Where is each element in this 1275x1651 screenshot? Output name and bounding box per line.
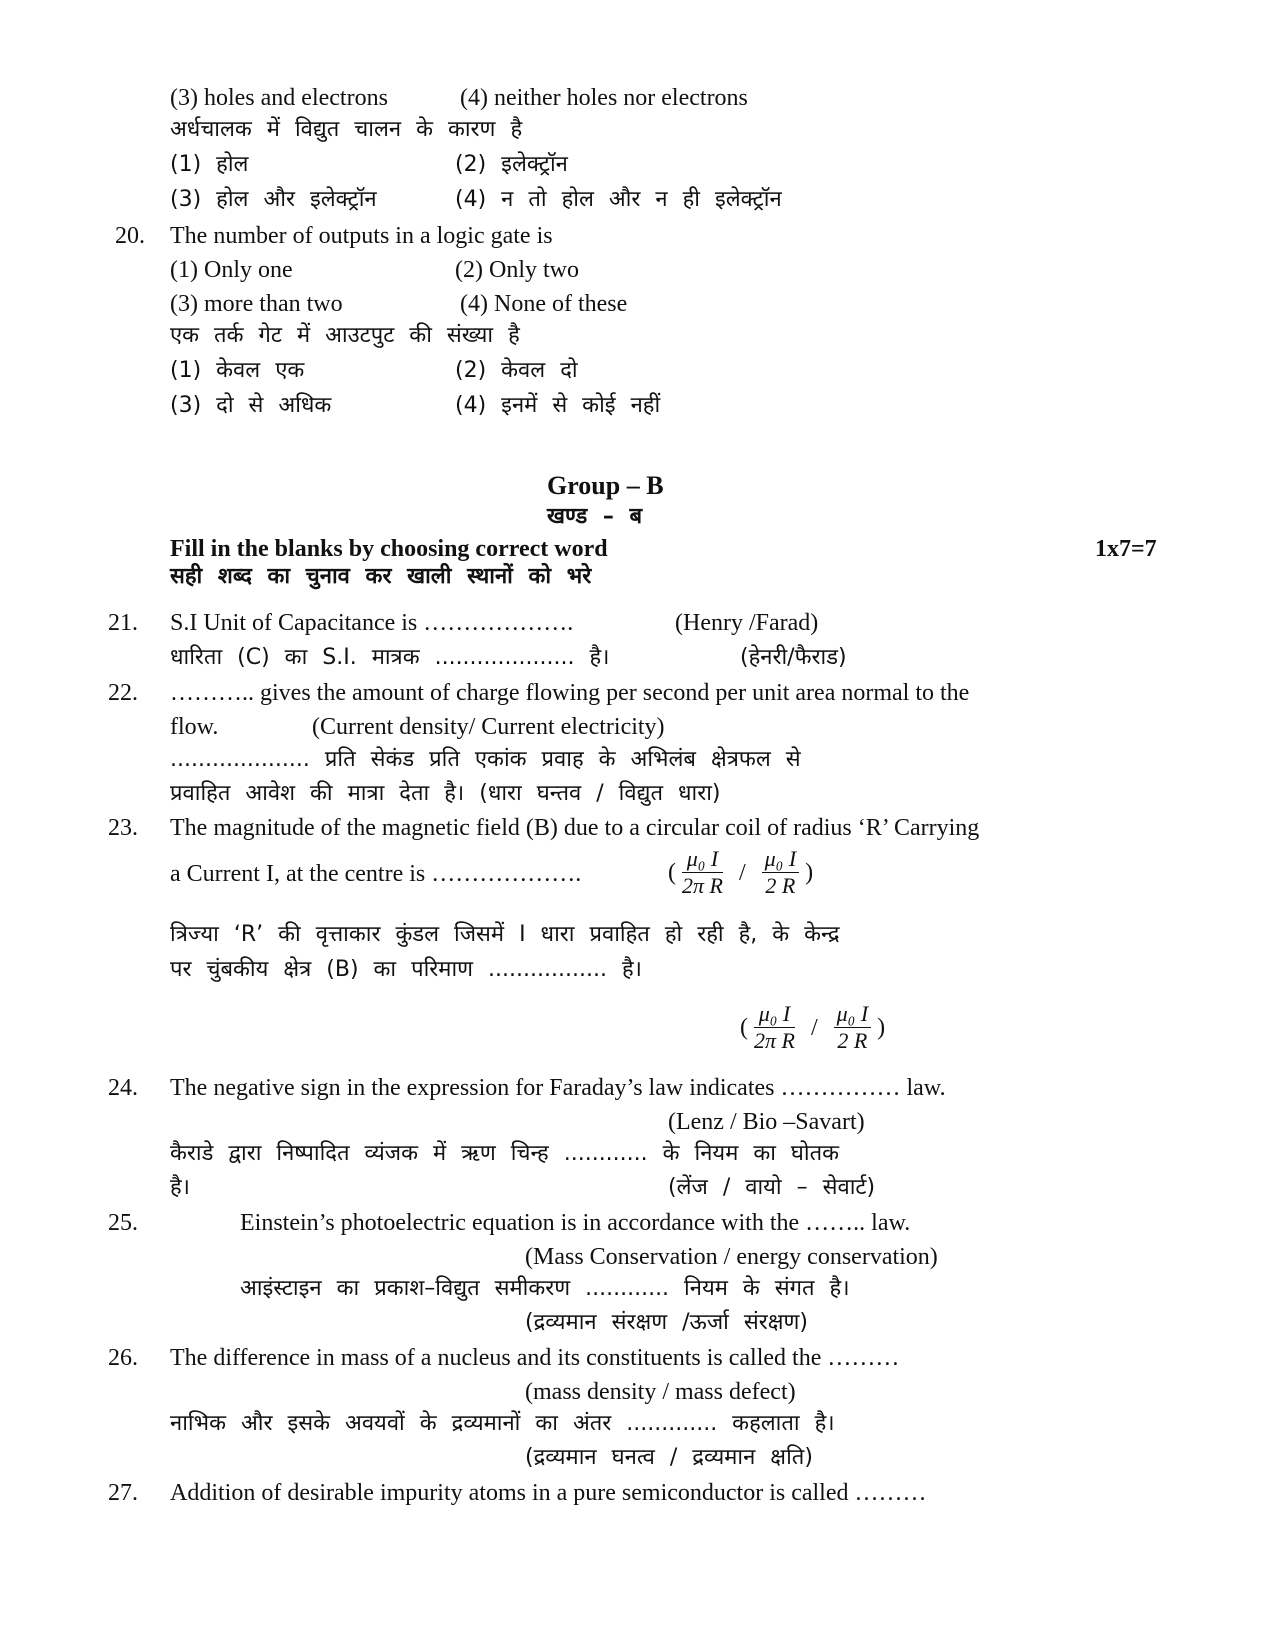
q24-question-hi-line2: है। bbox=[170, 1175, 191, 1200]
q23-question-en-line1: The magnitude of the magnetic field (B) due to a circular coil of radius ‘R’ Carrying bbox=[170, 815, 980, 841]
q26-options-en: (mass density / mass defect) bbox=[525, 1379, 796, 1405]
q21-options-hi: (हेनरी/फैराड) bbox=[740, 645, 847, 670]
q23-options-hi: ( $\frac{\text{μ₀ I}}{\text{2π R}}$ / $\frac{\text{μ₀ I}}{2 R}$ ) bbox=[740, 1001, 886, 1053]
q25-question-en: Einstein’s photoelectric equation is in accordance with the …….. law. bbox=[240, 1210, 911, 1236]
q25-question-hi: आइंस्टाइन का प्रकाश–विद्युत समीकरण ............ नियम के संगत है। bbox=[240, 1276, 850, 1301]
q24-question-en: The negative sign in the expression for Faraday’s law indicates …………… law. bbox=[170, 1075, 946, 1101]
group-b-title-en: Group – B bbox=[547, 471, 664, 500]
q19-option-3-en: (3) holes and electrons bbox=[170, 85, 388, 111]
q24-options-hi: (लेंज / वायो – सेवार्ट) bbox=[668, 1175, 876, 1200]
q22-question-hi-line1: .................... प्रति सेकंड प्रति एकांक प्रवाह के अभिलंब क्षेत्रफल से bbox=[170, 747, 801, 772]
q20-number: 20. bbox=[115, 223, 145, 249]
instruction-en: Fill in the blanks by choosing correct word bbox=[170, 536, 608, 562]
q20-option-3-en: (3) more than two bbox=[170, 291, 343, 317]
q20-option-2-hi: (2) केवल दो bbox=[455, 358, 578, 383]
q20-option-2-en: (2) Only two bbox=[455, 257, 579, 283]
q22-options-en: (Current density/ Current electricity) bbox=[312, 714, 665, 740]
q19-question-hi: अर्धचालक में विद्युत चालन के कारण है bbox=[170, 117, 523, 142]
q22-question-en-line1: ……….. gives the amount of charge flowing per second per unit area normal to the bbox=[170, 680, 970, 706]
instruction-hi: सही शब्द का चुनाव कर खाली स्थानों को भरे bbox=[170, 564, 592, 589]
q24-question-hi-line1: कैराडे द्वारा निष्पादित व्यंजक में ऋण चिन्ह ............ के नियम का घोतक bbox=[170, 1141, 840, 1166]
q20-question-en: The number of outputs in a logic gate is bbox=[170, 223, 553, 249]
q19-option-4-hi: (4) न तो होल और न ही इलेक्ट्रॉन bbox=[455, 187, 782, 212]
q27-number: 27. bbox=[108, 1480, 138, 1506]
q20-option-1-en: (1) Only one bbox=[170, 257, 293, 283]
q23-fraction-2: $\frac{\text{μ₀ I}}{2 R}$ bbox=[762, 848, 800, 897]
q26-question-hi: नाभिक और इसके अवयवों के द्रव्यमानों का अंतर ............. कहलाता है। bbox=[170, 1411, 835, 1436]
q24-number: 24. bbox=[108, 1075, 138, 1101]
q21-question-en: S.I Unit of Capacitance is ………………. bbox=[170, 610, 574, 636]
q20-option-3-hi: (3) दो से अधिक bbox=[170, 393, 332, 418]
q23-question-en-line2: a Current I, at the centre is ………………. bbox=[170, 861, 582, 887]
q19-option-1-hi: (1) होल bbox=[170, 152, 249, 177]
q20-option-4-en: (4) None of these bbox=[460, 291, 628, 317]
q23-fraction-2-hi: $\frac{\text{μ₀ I}}{2 R}$ bbox=[834, 1003, 872, 1052]
q19-option-4-en: (4) neither holes nor electrons bbox=[460, 85, 748, 111]
q22-question-en-line2: flow. bbox=[170, 714, 219, 740]
q23-options-en: ( $\frac{\text{μ₀ I}}{\text{2π R}}$ / $\frac{\text{μ₀ I}}{2 R}$ ) bbox=[668, 846, 814, 898]
q26-number: 26. bbox=[108, 1345, 138, 1371]
q25-options-hi: (द्रव्यमान संरक्षण /ऊर्जा संरक्षण) bbox=[525, 1310, 808, 1335]
q22-number: 22. bbox=[108, 680, 138, 706]
q27-question-en: Addition of desirable impurity atoms in a pure semiconductor is called ……… bbox=[170, 1480, 927, 1506]
q24-options-en: (Lenz / Bio –Savart) bbox=[668, 1109, 865, 1135]
marks-label: 1x7=7 bbox=[1095, 536, 1157, 562]
group-b-title-hi: खण्ड – ब bbox=[547, 504, 643, 529]
q25-options-en: (Mass Conservation / energy conservation) bbox=[525, 1244, 938, 1270]
q20-question-hi: एक तर्क गेट में आउटपुट की संख्या है bbox=[170, 323, 520, 348]
q22-question-hi-line2: प्रवाहित आवेश की मात्रा देता है। (धारा घन्तव / विद्युत धारा) bbox=[170, 781, 721, 806]
q26-question-en: The difference in mass of a nucleus and its constituents is called the ……… bbox=[170, 1345, 900, 1371]
q21-options-en: (Henry /Farad) bbox=[675, 610, 819, 636]
q23-fraction-1-hi: $\frac{\text{μ₀ I}}{\text{2π R}}$ bbox=[754, 1001, 795, 1053]
q26-options-hi: (द्रव्यमान घनत्व / द्रव्यमान क्षति) bbox=[525, 1445, 813, 1470]
q19-option-2-hi: (2) इलेक्ट्रॉन bbox=[455, 152, 568, 177]
q21-question-hi: धारिता (C) का S.I. मात्रक .................... है। bbox=[170, 645, 610, 670]
q25-number: 25. bbox=[108, 1210, 138, 1236]
q23-number: 23. bbox=[108, 815, 138, 841]
q23-question-hi-line1: त्रिज्या ‘R’ की वृत्ताकार कुंडल जिसमें I धारा प्रवाहित हो रही है, के केन्द्र bbox=[170, 922, 840, 947]
q20-option-4-hi: (4) इनमें से कोई नहीं bbox=[455, 393, 661, 418]
q19-option-3-hi: (3) होल और इलेक्ट्रॉन bbox=[170, 187, 377, 212]
q21-number: 21. bbox=[108, 610, 138, 636]
q20-option-1-hi: (1) केवल एक bbox=[170, 358, 305, 383]
q23-fraction-1: $\frac{\text{μ₀ I}}{\text{2π R}}$ bbox=[682, 846, 723, 898]
q23-question-hi-line2: पर चुंबकीय क्षेत्र (B) का परिमाण ................. है। bbox=[170, 957, 642, 982]
